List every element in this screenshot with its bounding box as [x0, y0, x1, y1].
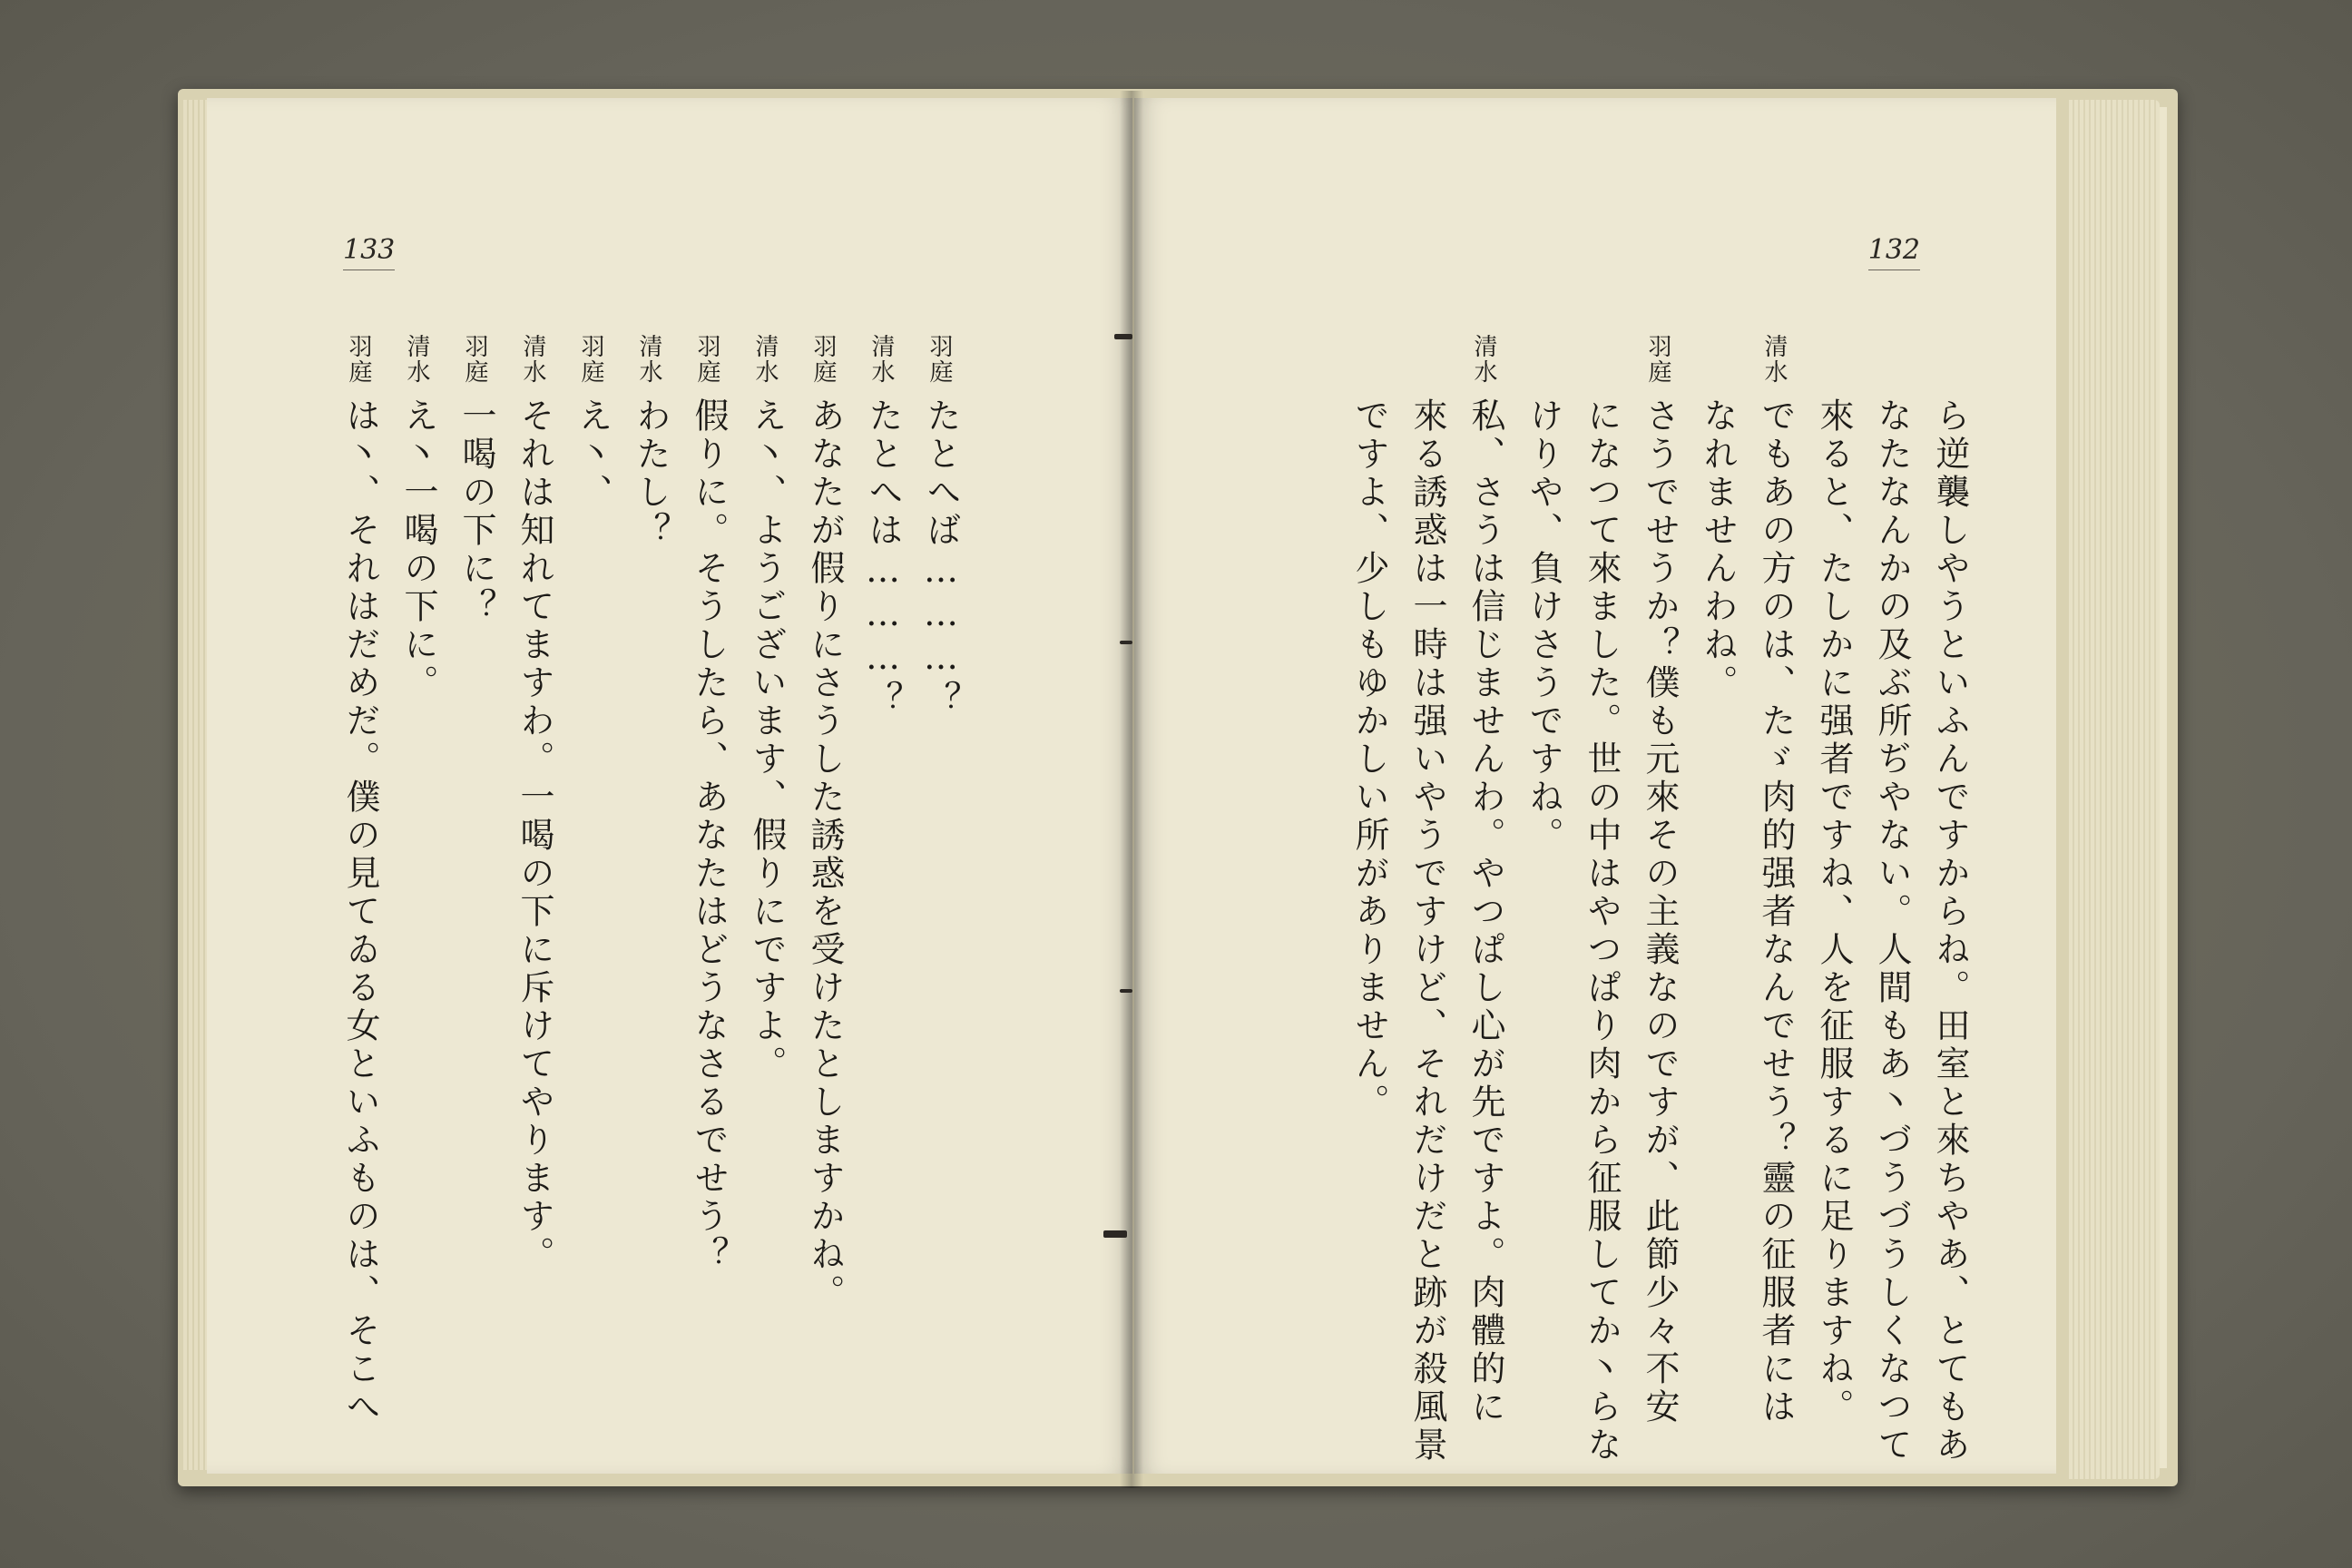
right-page: [1134, 98, 2056, 1474]
binding-stitch: [1120, 989, 1132, 993]
speaker-label: 清水: [867, 334, 895, 385]
text-column: 私、さうは信じませんわ。やつぱし心が先ですよ。肉體的に: [1465, 397, 1505, 1426]
text-column: ですよ、少しもゆかしい所がありません。: [1349, 397, 1389, 1122]
text-column: さうでせうか？僕も元來その主義なのですが、此節少々不安: [1640, 397, 1680, 1426]
page-number: 133: [343, 234, 395, 270]
text-column: 來る誘惑は一時は强いやうですけど、それだけだと跡が殺風景: [1407, 397, 1447, 1465]
speaker-label: 羽庭: [1644, 334, 1671, 385]
text-column: それは知れてますわ。一喝の下に斥けてやります。: [514, 397, 554, 1274]
speaker-label: 清水: [403, 334, 430, 385]
speaker-label: 清水: [519, 334, 546, 385]
text-column: になつて來ました。世の中はやつぱり肉から征服してか丶らな: [1582, 397, 1622, 1465]
text-column: たとへは………？: [863, 397, 903, 719]
text-column: ら逆襲しやうといふんですからね。田室と來ちやあ、とてもあ: [1930, 397, 1970, 1465]
text-column: あなたが假りにさうした誘惑を受けたとしますかね。: [805, 397, 845, 1312]
binding-stitch: [1114, 334, 1132, 339]
speaker-label: 羽庭: [577, 334, 604, 385]
binding-stitch: [1103, 1230, 1127, 1238]
text-column: は丶、それはだめだ。僕の見てゐる女といふものは、そこへ: [340, 397, 380, 1426]
text-column: 來ると、たしかに强者ですね、人を征服するに足りますね。: [1814, 397, 1854, 1426]
text-column: 假りに。そうしたら、あなたはどうなさるでせう？: [689, 397, 729, 1274]
speaker-label: 清水: [1470, 334, 1497, 385]
page-edges-right: [2069, 100, 2160, 1479]
speaker-label: 羽庭: [693, 334, 720, 385]
text-column: なたなんかの及ぶ所ぢやない。人間もあ丶づうづうしくなつて: [1872, 397, 1912, 1465]
speaker-label: 清水: [635, 334, 662, 385]
binding-stitch: [1120, 641, 1132, 644]
text-column: けりや、負けさうですね。: [1524, 397, 1563, 855]
speaker-label: 清水: [1760, 334, 1788, 385]
speaker-label: 清水: [751, 334, 779, 385]
text-column: でもあの方のは、たゞ肉的强者なんでせう？靈の征服者には: [1756, 397, 1796, 1426]
text-column: たとへば………？: [921, 397, 961, 719]
page-number: 132: [1868, 234, 1920, 270]
speaker-label: 羽庭: [461, 334, 488, 385]
speaker-label: 羽庭: [926, 334, 953, 385]
text-column: え丶、: [573, 397, 612, 512]
speaker-label: 羽庭: [345, 334, 372, 385]
left-page: [207, 98, 1132, 1474]
text-column: え丶、ようございます、假りにですよ。: [747, 397, 787, 1083]
book-gutter: [1120, 91, 1143, 1488]
text-column: なれませんわね。: [1698, 397, 1738, 702]
text-column: わたし？: [631, 397, 671, 550]
text-column: え丶一喝の下に。: [398, 397, 438, 702]
text-column: 一喝の下に？: [456, 397, 496, 626]
speaker-label: 羽庭: [809, 334, 837, 385]
